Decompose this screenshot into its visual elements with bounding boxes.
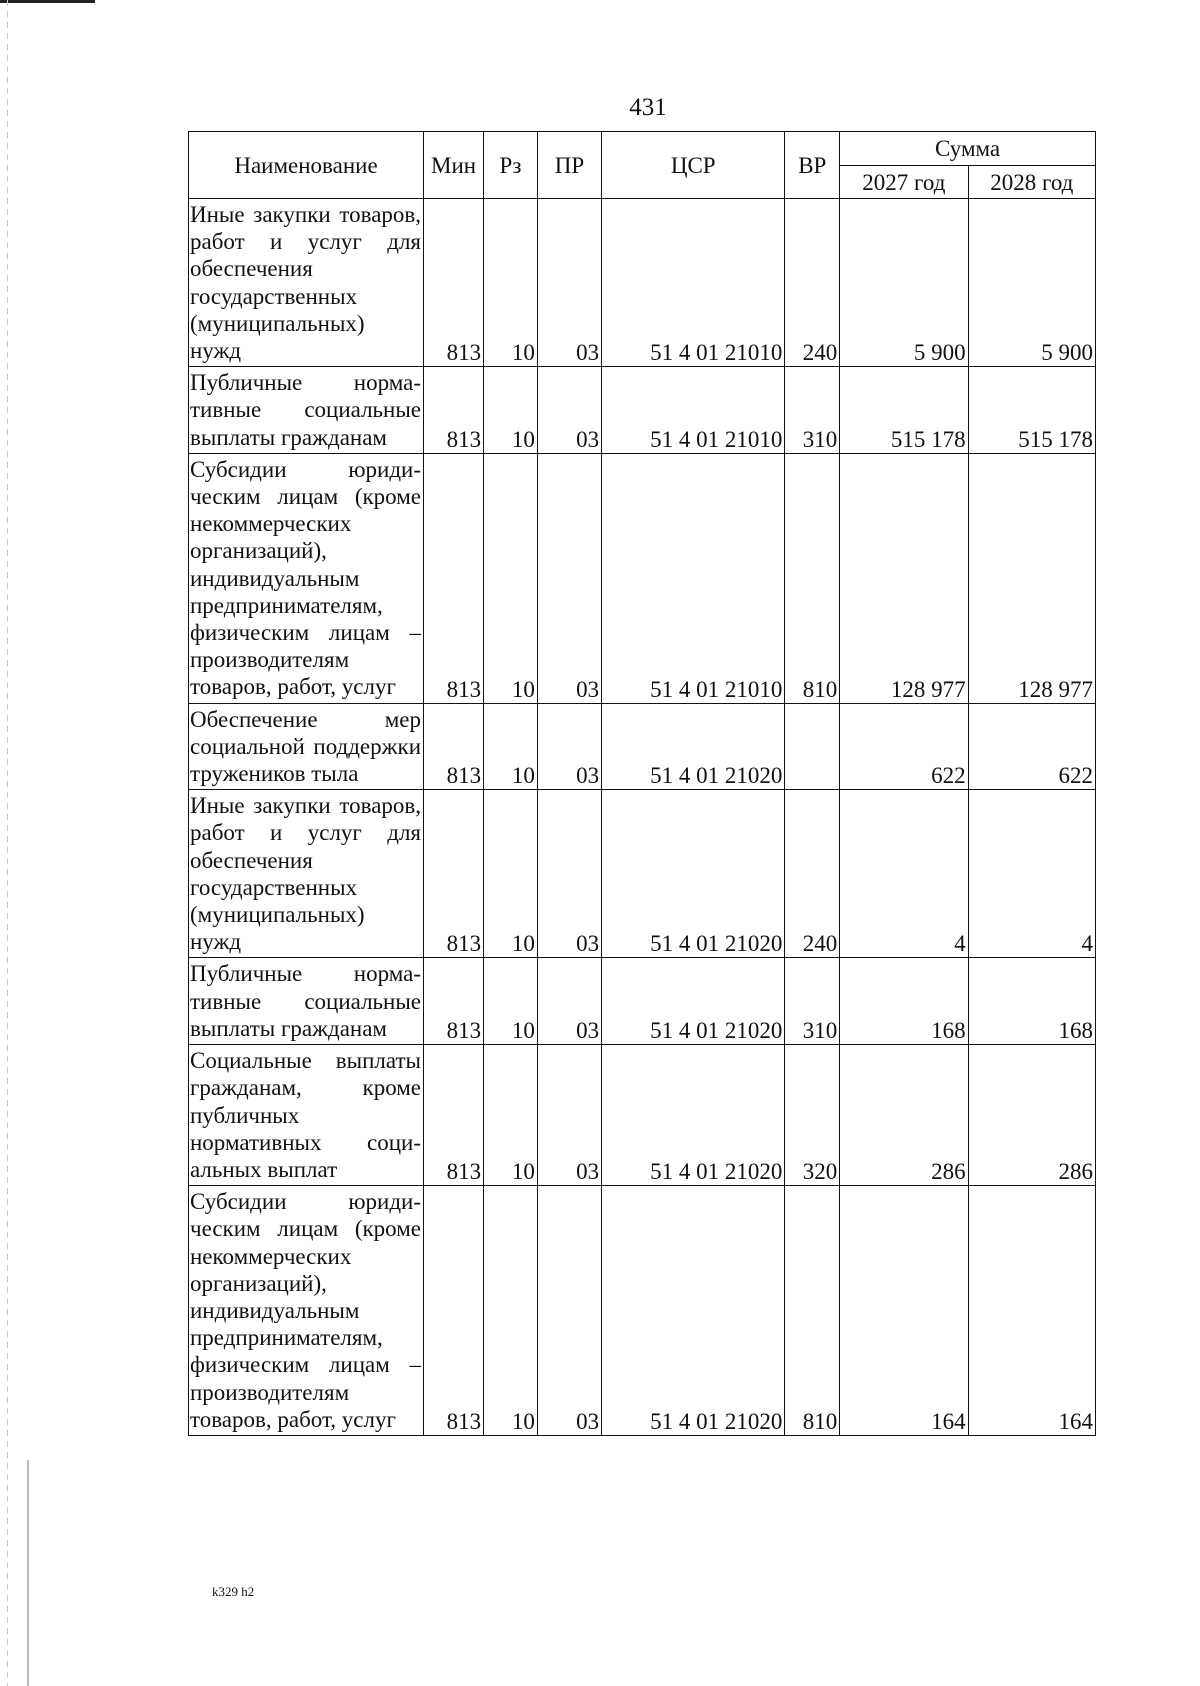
vr-cell: 810 [785,453,840,703]
header-year-2027: 2027 год [840,166,968,199]
min-cell: 813 [424,453,484,703]
rz-cell: 10 [484,958,538,1045]
table-row [189,790,1096,958]
budget-table [188,131,1096,1436]
vr-cell: 320 [785,1045,840,1186]
vr-cell: 310 [785,367,840,454]
pr-cell: 03 [537,199,601,367]
sum-2028-cell: 286 [968,1045,1095,1186]
table-row [189,703,1096,790]
header-pr: ПР [537,132,601,199]
sum-2028-cell: 622 [968,703,1095,790]
rz-cell: 10 [484,453,538,703]
page-number: 431 [629,94,667,121]
sum-2028-cell: 515 178 [968,367,1095,454]
table-body [189,199,1096,1436]
pr-cell: 03 [537,1186,601,1436]
header-name: Наименование [189,132,424,199]
table-row [189,958,1096,1045]
min-cell: 813 [424,958,484,1045]
sum-2027-cell: 286 [840,1045,968,1186]
row-name-cell: Субсидии юридическим лицам (кроме некоммерческих организаций), индивидуальным предпринимателям, физическим лицам – производителям товаров, работ, услуг [189,1186,424,1436]
rz-cell: 10 [484,199,538,367]
csr-cell: 51 4 01 21020 [602,1186,785,1436]
header-vr: ВР [785,132,840,199]
rz-cell: 10 [484,790,538,958]
csr-cell: 51 4 01 21020 [602,958,785,1045]
row-name-cell: Иные закупки товаров, работ и услуг для обеспечения государственных (муниципальных) нужд [189,199,424,367]
sum-2027-cell: 168 [840,958,968,1045]
sum-2028-cell: 164 [968,1186,1095,1436]
table-row [189,199,1096,367]
pr-cell: 03 [537,790,601,958]
table-header [189,132,1096,199]
min-cell: 813 [424,367,484,454]
min-cell: 813 [424,1045,484,1186]
table-row [189,1045,1096,1186]
row-name-cell: Обеспечение мер социальной поддержки тружеников тыла [189,703,424,790]
csr-cell: 51 4 01 21010 [602,453,785,703]
pr-cell: 03 [537,1045,601,1186]
csr-cell: 51 4 01 21020 [602,790,785,958]
header-sum: Сумма [840,132,1096,166]
csr-cell: 51 4 01 21020 [602,703,785,790]
scan-artifact-top-mark [0,0,95,3]
scan-artifact-left-line [27,1460,29,1686]
scan-artifact-left-edge [7,0,8,1686]
csr-cell: 51 4 01 21010 [602,367,785,454]
footer-code: k329 h2 [212,1584,255,1599]
sum-2028-cell: 168 [968,958,1095,1045]
sum-2027-cell: 5 900 [840,199,968,367]
rz-cell: 10 [484,703,538,790]
row-name-cell: Публичные нормативные социальные выплаты гражданам [189,958,424,1045]
pr-cell: 03 [537,367,601,454]
pr-cell: 03 [537,453,601,703]
header-min: Мин [424,132,484,199]
header-csr: ЦСР [602,132,785,199]
sum-2027-cell: 4 [840,790,968,958]
vr-cell [785,703,840,790]
min-cell: 813 [424,1186,484,1436]
sum-2027-cell: 515 178 [840,367,968,454]
rz-cell: 10 [484,1045,538,1186]
header-rz: Рз [484,132,538,199]
sum-2027-cell: 128 977 [840,453,968,703]
sum-2028-cell: 5 900 [968,199,1095,367]
min-cell: 813 [424,199,484,367]
csr-cell: 51 4 01 21010 [602,199,785,367]
vr-cell: 240 [785,199,840,367]
vr-cell: 240 [785,790,840,958]
table-row [189,367,1096,454]
row-name-cell: Социальные выплаты гражданам, кроме публичных нормативных социальных выплат [189,1045,424,1186]
min-cell: 813 [424,703,484,790]
row-name-cell: Субсидии юридическим лицам (кроме некоммерческих организаций), индивидуальным предпринимателям, физическим лицам – производителям товаров, работ, услуг [189,453,424,703]
rz-cell: 10 [484,367,538,454]
pr-cell: 03 [537,703,601,790]
table-row [189,1186,1096,1436]
vr-cell: 810 [785,1186,840,1436]
row-name-cell: Иные закупки товаров, работ и услуг для обеспечения государственных (муниципальных) нужд [189,790,424,958]
rz-cell: 10 [484,1186,538,1436]
row-name-cell: Публичные нормативные социальные выплаты гражданам [189,367,424,454]
table-row [189,453,1096,703]
sum-2027-cell: 622 [840,703,968,790]
csr-cell: 51 4 01 21020 [602,1045,785,1186]
sum-2027-cell: 164 [840,1186,968,1436]
pr-cell: 03 [537,958,601,1045]
sum-2028-cell: 4 [968,790,1095,958]
sum-2028-cell: 128 977 [968,453,1095,703]
min-cell: 813 [424,790,484,958]
header-year-2028: 2028 год [968,166,1095,199]
vr-cell: 310 [785,958,840,1045]
